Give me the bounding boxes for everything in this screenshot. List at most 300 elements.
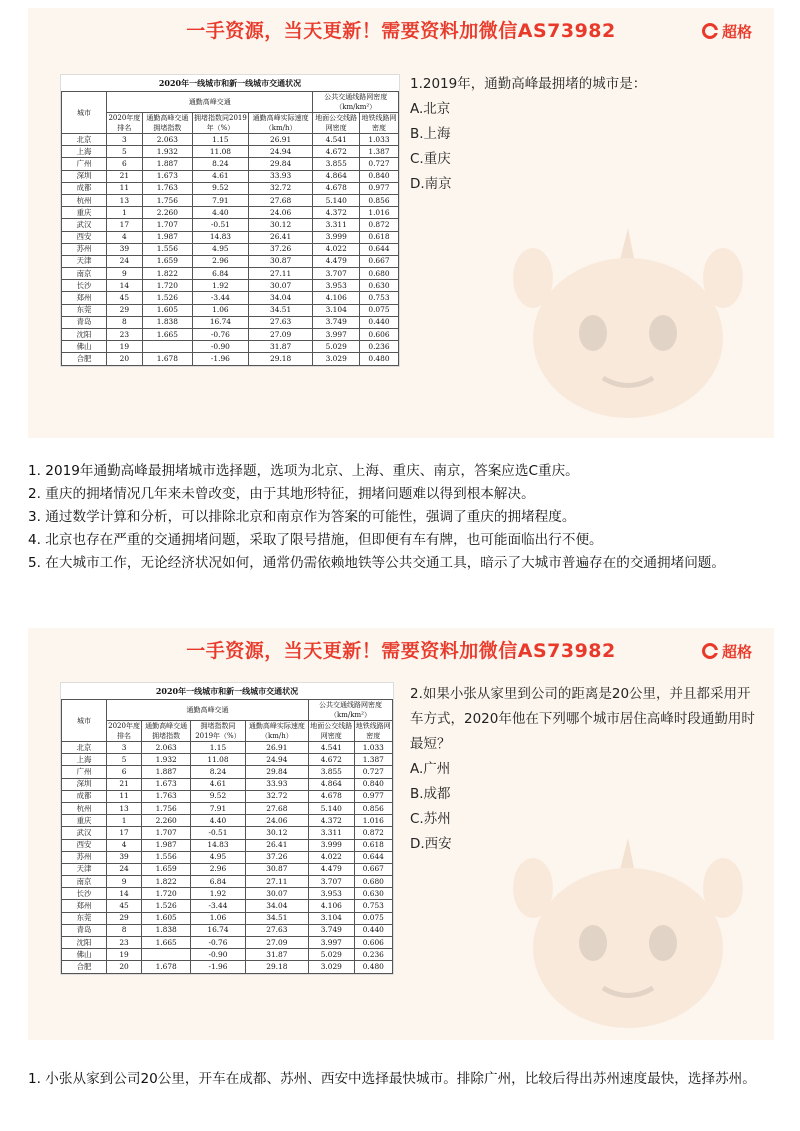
- cell-bus: 3.311: [313, 219, 359, 231]
- table-caption: 2020年一线城市和新一线城市交通状况: [155, 686, 299, 696]
- cell-speed: 30.87: [248, 255, 313, 267]
- cell-rank: 29: [107, 912, 142, 924]
- cell-metro: 0.856: [354, 802, 392, 814]
- cell-change: 7.91: [193, 194, 249, 206]
- cell-change: 4.61: [193, 170, 249, 182]
- stats-table: [61, 699, 393, 974]
- cell-speed: 29.84: [248, 158, 313, 170]
- table-row: [62, 219, 399, 231]
- cell-bus: 4.372: [309, 815, 355, 827]
- table-caption: 2020年一线城市和新一线城市交通状况: [158, 78, 302, 88]
- cell-change: 4.95: [193, 243, 249, 255]
- cell-metro: 0.618: [354, 839, 392, 851]
- cell-city: 合肥: [62, 961, 107, 973]
- cell-rank: 9: [107, 268, 143, 280]
- cell-change: 1.06: [193, 304, 249, 316]
- cell-change: 8.24: [193, 158, 249, 170]
- table-row: [62, 170, 399, 182]
- cell-metro: 0.667: [359, 255, 398, 267]
- cell-change: -0.90: [193, 341, 249, 353]
- cell-rank: 21: [107, 778, 142, 790]
- cell-metro: 0.480: [354, 961, 392, 973]
- cell-metro: 0.667: [354, 863, 392, 875]
- cell-index: 1.659: [142, 863, 191, 875]
- cell-city: 天津: [62, 255, 107, 267]
- cell-metro: 0.644: [354, 851, 392, 863]
- cell-bus: 3.997: [309, 937, 355, 949]
- cell-rank: 11: [107, 182, 143, 194]
- cell-index: 1.756: [142, 802, 191, 814]
- cell-speed: 30.87: [245, 863, 308, 875]
- cell-index: 1.932: [142, 146, 192, 158]
- question-card-1: [28, 8, 774, 438]
- table-body: [62, 742, 393, 974]
- cell-speed: 26.91: [248, 134, 313, 146]
- option-c: C.重庆: [410, 151, 451, 167]
- col-city: 城市: [62, 700, 107, 742]
- table-row: [62, 778, 393, 790]
- cell-index: 1.605: [142, 912, 191, 924]
- table-body: [62, 134, 399, 366]
- cell-metro: 0.236: [359, 341, 398, 353]
- cell-rank: 24: [107, 863, 142, 875]
- cell-index: 1.822: [142, 876, 191, 888]
- cell-city: 南京: [62, 876, 107, 888]
- cell-bus: 4.864: [309, 778, 355, 790]
- cell-speed: 27.09: [248, 329, 313, 341]
- cell-rank: 5: [107, 146, 143, 158]
- cell-speed: 37.26: [248, 243, 313, 255]
- cell-bus: 4.672: [313, 146, 359, 158]
- cell-speed: 26.91: [245, 742, 308, 754]
- note-item: 2. 重庆的拥堵情况几年来未曾改变，由于其地形特征，拥堵问题难以得到根本解决。: [28, 486, 535, 502]
- cell-change: 16.74: [193, 316, 249, 328]
- cell-metro: 0.977: [354, 790, 392, 802]
- col-metro: 地铁线路网密度: [355, 722, 391, 740]
- logo-g-icon: [702, 23, 718, 39]
- cell-speed: 29.18: [245, 961, 308, 973]
- cell-city: 杭州: [62, 802, 107, 814]
- cell-speed: 33.93: [245, 778, 308, 790]
- cell-speed: 34.51: [245, 912, 308, 924]
- cell-metro: 0.753: [359, 292, 398, 304]
- cell-rank: 29: [107, 304, 143, 316]
- cell-index: 1.556: [142, 851, 191, 863]
- cell-metro: 0.727: [359, 158, 398, 170]
- cell-bus: 4.106: [309, 900, 355, 912]
- table-row: [62, 243, 399, 255]
- table-row: [62, 888, 393, 900]
- cell-bus: 4.106: [313, 292, 359, 304]
- col-speed: 通勤高峰实际速度（km/h）: [248, 113, 313, 134]
- cell-index: 2.063: [142, 742, 191, 754]
- cell-index: 1.763: [142, 790, 191, 802]
- col-index: 通勤高峰交通拥堵指数: [142, 721, 191, 742]
- table-row: [62, 851, 393, 863]
- cell-index: 1.756: [142, 194, 192, 206]
- cell-bus: 3.999: [313, 231, 359, 243]
- cell-rank: 39: [107, 243, 143, 255]
- table-row: [62, 949, 393, 961]
- cell-change: -3.44: [193, 292, 249, 304]
- cell-speed: 34.51: [248, 304, 313, 316]
- col-bus: 地面公交线路网密度: [310, 722, 353, 740]
- cell-city: 重庆: [62, 207, 107, 219]
- table-row: [62, 802, 393, 814]
- cell-metro: 0.630: [354, 888, 392, 900]
- cell-metro: 0.606: [354, 937, 392, 949]
- cell-speed: 27.09: [245, 937, 308, 949]
- cell-metro: 1.033: [354, 742, 392, 754]
- cell-bus: 3.749: [313, 316, 359, 328]
- cell-speed: 30.12: [248, 219, 313, 231]
- cell-index: 1.887: [142, 158, 192, 170]
- cell-bus: 4.372: [313, 207, 359, 219]
- cell-speed: 29.84: [245, 766, 308, 778]
- cell-change: -3.44: [191, 900, 245, 912]
- cell-bus: 4.022: [313, 243, 359, 255]
- cell-index: 1.720: [142, 280, 192, 292]
- cell-city: 成都: [62, 182, 107, 194]
- cell-city: 上海: [62, 754, 107, 766]
- group-network: 公共交通线路网密度（km/km²）: [309, 700, 393, 721]
- cell-rank: 6: [107, 158, 143, 170]
- cell-city: 广州: [62, 766, 107, 778]
- cell-change: 1.15: [191, 742, 245, 754]
- cell-change: 2.96: [191, 863, 245, 875]
- logo-g-icon: [702, 643, 718, 659]
- cell-metro: 0.440: [354, 924, 392, 936]
- cell-city: 天津: [62, 863, 107, 875]
- cell-rank: 21: [107, 170, 143, 182]
- cell-metro: 1.387: [359, 146, 398, 158]
- cell-rank: 1: [107, 207, 143, 219]
- cell-city: 深圳: [62, 170, 107, 182]
- cell-metro: 0.606: [359, 329, 398, 341]
- cell-speed: 32.72: [245, 790, 308, 802]
- option-a: A.北京: [410, 101, 451, 117]
- traffic-table-1: [60, 74, 400, 367]
- cell-city: 沈阳: [62, 329, 107, 341]
- cell-bus: 4.479: [309, 863, 355, 875]
- cell-rank: 45: [107, 292, 143, 304]
- cell-index: 1.665: [142, 329, 192, 341]
- cell-city: 西安: [62, 231, 107, 243]
- cell-metro: 0.753: [354, 900, 392, 912]
- cell-rank: 23: [107, 937, 142, 949]
- cell-index: 1.822: [142, 268, 192, 280]
- option-d: D.西安: [410, 836, 452, 852]
- cell-bus: 5.140: [309, 802, 355, 814]
- table-row: [62, 207, 399, 219]
- cell-metro: 0.680: [354, 876, 392, 888]
- option-b: B.成都: [410, 786, 451, 802]
- option-c: C.苏州: [410, 811, 451, 827]
- cell-change: 7.91: [191, 802, 245, 814]
- cell-bus: 3.749: [309, 924, 355, 936]
- cell-rank: 20: [107, 961, 142, 973]
- cell-rank: 9: [107, 876, 142, 888]
- cell-speed: 24.06: [248, 207, 313, 219]
- table-row: [62, 924, 393, 936]
- col-rank: 2020年度排名: [108, 114, 141, 132]
- cell-city: 青岛: [62, 924, 107, 936]
- cell-bus: 3.707: [309, 876, 355, 888]
- table-row: [62, 790, 393, 802]
- cell-speed: 27.11: [245, 876, 308, 888]
- cell-index: 1.932: [142, 754, 191, 766]
- cell-change: 14.83: [193, 231, 249, 243]
- table-row: [62, 292, 399, 304]
- cell-city: 长沙: [62, 888, 107, 900]
- cell-bus: 5.140: [313, 194, 359, 206]
- cell-city: 长沙: [62, 280, 107, 292]
- table-row: [62, 742, 393, 754]
- cell-bus: 3.997: [313, 329, 359, 341]
- cell-city: 成都: [62, 790, 107, 802]
- cell-rank: 17: [107, 827, 142, 839]
- cell-bus: 4.541: [309, 742, 355, 754]
- cell-speed: 27.68: [248, 194, 313, 206]
- unicorn-mascot-icon: [498, 218, 758, 428]
- table-row: [62, 146, 399, 158]
- note-item: 3. 通过数学计算和分析，可以排除北京和南京作为答案的可能性，强调了重庆的拥堵程度。: [28, 509, 576, 525]
- cell-index: 2.260: [142, 815, 191, 827]
- cell-speed: 24.94: [245, 754, 308, 766]
- table-row: [62, 815, 393, 827]
- cell-change: -1.96: [191, 961, 245, 973]
- cell-metro: 0.480: [359, 353, 398, 365]
- cell-speed: 24.94: [248, 146, 313, 158]
- table-row: [62, 827, 393, 839]
- cell-bus: 3.104: [309, 912, 355, 924]
- table-row: [62, 134, 399, 146]
- cell-rank: 14: [107, 888, 142, 900]
- cell-index: 1.887: [142, 766, 191, 778]
- cell-index: 1.763: [142, 182, 192, 194]
- note-item: 5. 在大城市工作，无论经济状况如何，通常仍需依赖地铁等公共交通工具，暗示了大城市普遍存在的交通拥堵问题。: [28, 555, 725, 571]
- cell-index: 1.556: [142, 243, 192, 255]
- cell-city: 重庆: [62, 815, 107, 827]
- cell-bus: 3.311: [309, 827, 355, 839]
- cell-metro: 1.033: [359, 134, 398, 146]
- cell-city: 青岛: [62, 316, 107, 328]
- col-bus: 地面公交线路网密度: [313, 113, 359, 134]
- cell-change: 11.08: [193, 146, 249, 158]
- cell-change: 1.06: [191, 912, 245, 924]
- cell-metro: 0.680: [359, 268, 398, 280]
- cell-metro: 1.387: [354, 754, 392, 766]
- table-row: [62, 766, 393, 778]
- cell-index: 1.707: [142, 827, 191, 839]
- cell-index: 1.707: [142, 219, 192, 231]
- table-row: [62, 937, 393, 949]
- cell-rank: 19: [107, 341, 143, 353]
- cell-city: 东莞: [62, 912, 107, 924]
- cell-index: 1.526: [142, 292, 192, 304]
- cell-speed: 27.68: [245, 802, 308, 814]
- table-row: [62, 158, 399, 170]
- cell-bus: 3.029: [313, 353, 359, 365]
- cell-speed: 26.41: [245, 839, 308, 851]
- cell-speed: 32.72: [248, 182, 313, 194]
- cell-bus: 4.022: [309, 851, 355, 863]
- cell-speed: 24.06: [245, 815, 308, 827]
- cell-bus: 4.864: [313, 170, 359, 182]
- cell-change: 9.52: [193, 182, 249, 194]
- cell-city: 东莞: [62, 304, 107, 316]
- cell-speed: 29.18: [248, 353, 313, 365]
- cell-metro: 0.440: [359, 316, 398, 328]
- cell-change: 8.24: [191, 766, 245, 778]
- cell-change: 4.95: [191, 851, 245, 863]
- table-row: [62, 754, 393, 766]
- table-row: [62, 341, 399, 353]
- group-traffic: 通勤高峰交通: [107, 700, 309, 721]
- cell-city: 武汉: [62, 219, 107, 231]
- cell-speed: 30.12: [245, 827, 308, 839]
- cell-bus: 3.999: [309, 839, 355, 851]
- cell-index: [142, 949, 191, 961]
- cell-bus: 3.953: [309, 888, 355, 900]
- table-row: [62, 329, 399, 341]
- cell-city: 佛山: [62, 949, 107, 961]
- cell-bus: 3.029: [309, 961, 355, 973]
- cell-speed: 31.87: [248, 341, 313, 353]
- cell-change: -1.96: [193, 353, 249, 365]
- cell-change: -0.76: [193, 329, 249, 341]
- cell-bus: 5.029: [313, 341, 359, 353]
- table-row: [62, 353, 399, 365]
- cell-speed: 37.26: [245, 851, 308, 863]
- cell-bus: 3.953: [313, 280, 359, 292]
- cell-rank: 8: [107, 316, 143, 328]
- cell-index: 2.063: [142, 134, 192, 146]
- cell-city: 北京: [62, 134, 107, 146]
- question-card-2: [28, 628, 774, 1040]
- cell-index: 1.720: [142, 888, 191, 900]
- cell-city: 合肥: [62, 353, 107, 365]
- cell-metro: 0.075: [359, 304, 398, 316]
- note-item: 1. 小张从家到公司20公里，开车在成都、苏州、西安中选择最快城市。排除广州，比较后得出苏州速度最快，选择苏州。: [28, 1071, 756, 1087]
- cell-change: 6.84: [191, 876, 245, 888]
- cell-rank: 6: [107, 766, 142, 778]
- cell-city: 南京: [62, 268, 107, 280]
- col-change: 拥堵指数同2019年（%）: [194, 114, 247, 132]
- table-row: [62, 268, 399, 280]
- cell-city: 沈阳: [62, 937, 107, 949]
- cell-change: 1.92: [191, 888, 245, 900]
- cell-index: 2.260: [142, 207, 192, 219]
- question-stem: 2.如果小张从家里到公司的距离是20公里，并且都采用开车方式，2020年他在下列哪个城市居住高峰时段通勤用时最短？: [410, 686, 755, 752]
- cell-change: 9.52: [191, 790, 245, 802]
- option-a: A.广州: [410, 761, 451, 777]
- cell-bus: 4.678: [309, 790, 355, 802]
- group-traffic: 通勤高峰交通: [107, 92, 313, 113]
- cell-bus: 4.672: [309, 754, 355, 766]
- unicorn-mascot-icon: [498, 828, 758, 1038]
- cell-index: 1.987: [142, 231, 192, 243]
- cell-rank: 8: [107, 924, 142, 936]
- table-row: [62, 961, 393, 973]
- table-row: [62, 231, 399, 243]
- cell-index: 1.659: [142, 255, 192, 267]
- cell-city: 西安: [62, 839, 107, 851]
- cell-change: 6.84: [193, 268, 249, 280]
- cell-city: 深圳: [62, 778, 107, 790]
- option-b: B.上海: [410, 126, 451, 142]
- cell-rank: 11: [107, 790, 142, 802]
- stats-table: [61, 91, 399, 366]
- cell-metro: 0.727: [354, 766, 392, 778]
- col-speed: 通勤高峰实际速度（km/h）: [245, 721, 308, 742]
- note-item: 4. 北京也存在严重的交通拥堵问题，采取了限号措施，但即便有车有牌，也可能面临出行不便。: [28, 532, 603, 548]
- cell-bus: 4.479: [313, 255, 359, 267]
- cell-rank: 3: [107, 134, 143, 146]
- cell-rank: 39: [107, 851, 142, 863]
- cell-rank: 1: [107, 815, 142, 827]
- col-rank: 2020年度排名: [108, 722, 140, 740]
- logo-text: 超格: [721, 642, 752, 661]
- cell-metro: 1.016: [354, 815, 392, 827]
- cell-index: 1.838: [142, 316, 192, 328]
- note-item: 1. 2019年通勤高峰最拥堵城市选择题，选项为北京、上海、重庆、南京，答案应选C重庆。: [28, 463, 579, 479]
- cell-metro: 0.236: [354, 949, 392, 961]
- option-d: D.南京: [410, 176, 452, 192]
- explanation-notes-1: [28, 460, 773, 575]
- cell-metro: 1.016: [359, 207, 398, 219]
- cell-bus: 5.029: [309, 949, 355, 961]
- promo-banner: 一手资源，当天更新！需要资料加微信AS73982: [186, 640, 616, 662]
- cell-rank: 13: [107, 802, 142, 814]
- cell-city: 郑州: [62, 900, 107, 912]
- cell-index: 1.678: [142, 353, 192, 365]
- cell-index: 1.605: [142, 304, 192, 316]
- table-row: [62, 863, 393, 875]
- cell-bus: 3.855: [309, 766, 355, 778]
- cell-speed: 27.11: [248, 268, 313, 280]
- table-row: [62, 839, 393, 851]
- cell-rank: 45: [107, 900, 142, 912]
- cell-city: 广州: [62, 158, 107, 170]
- cell-speed: 33.93: [248, 170, 313, 182]
- cell-speed: 30.07: [245, 888, 308, 900]
- cell-city: 佛山: [62, 341, 107, 353]
- cell-bus: 4.678: [313, 182, 359, 194]
- group-network: 公共交通线路网密度（km/km²）: [313, 92, 399, 113]
- cell-metro: 0.977: [359, 182, 398, 194]
- cell-bus: 4.541: [313, 134, 359, 146]
- cell-rank: 19: [107, 949, 142, 961]
- explanation-notes-2: [28, 1068, 773, 1091]
- cell-change: 1.92: [193, 280, 249, 292]
- cell-metro: 0.840: [354, 778, 392, 790]
- table-row: [62, 316, 399, 328]
- cell-index: 1.673: [142, 170, 192, 182]
- cell-rank: 24: [107, 255, 143, 267]
- col-index: 通勤高峰交通拥堵指数: [142, 113, 192, 134]
- brand-logo: [702, 20, 752, 42]
- cell-change: -0.76: [191, 937, 245, 949]
- logo-text: 超格: [721, 22, 752, 41]
- promo-banner: 一手资源，当天更新！需要资料加微信AS73982: [186, 20, 616, 42]
- cell-metro: 0.075: [354, 912, 392, 924]
- cell-index: 1.526: [142, 900, 191, 912]
- table-row: [62, 255, 399, 267]
- cell-metro: 0.856: [359, 194, 398, 206]
- cell-speed: 31.87: [245, 949, 308, 961]
- cell-change: 2.96: [193, 255, 249, 267]
